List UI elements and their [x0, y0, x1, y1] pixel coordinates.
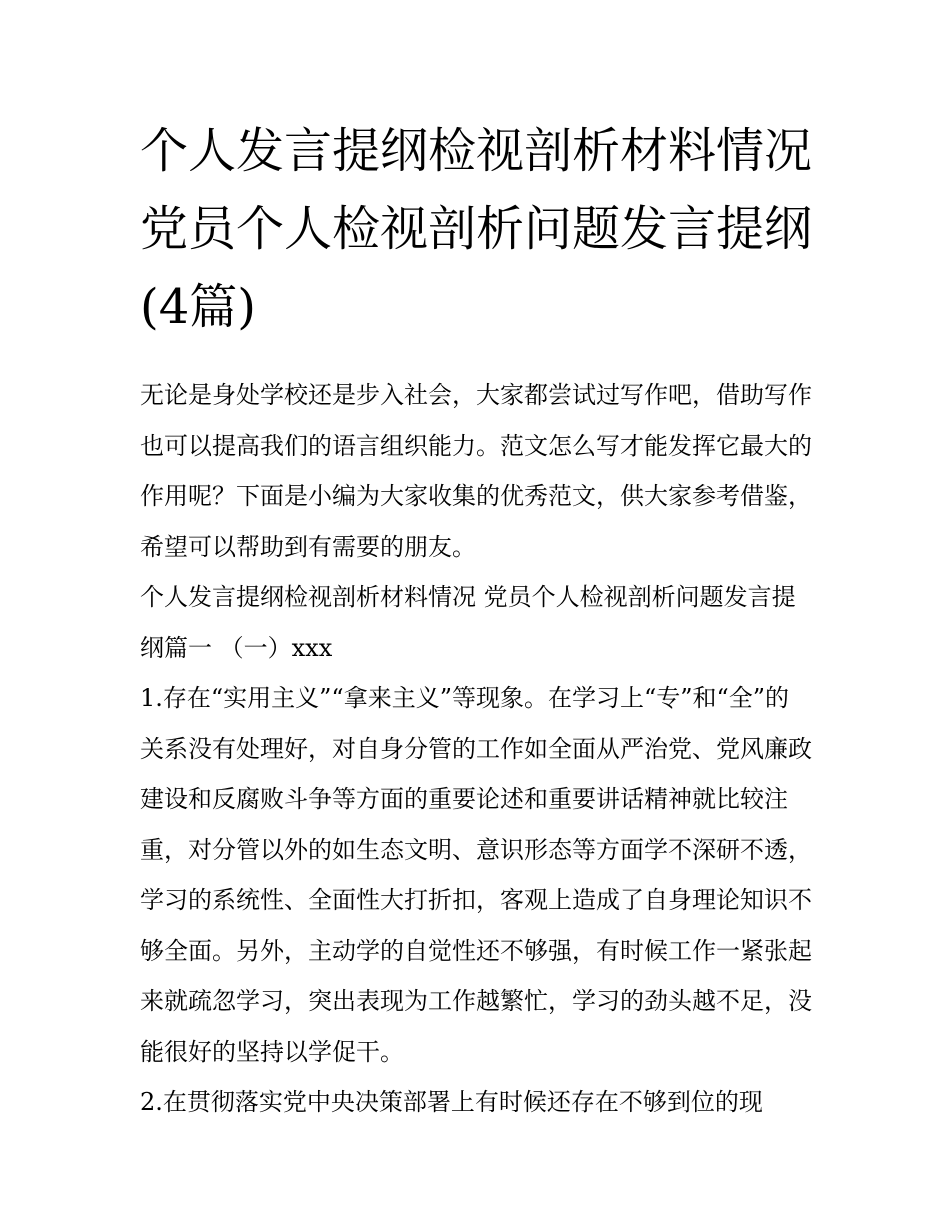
section-heading-paragraph: 个人发言提纲检视剖析材料情况 党员个人检视剖析问题发言提纲篇一 （一）xxx — [140, 583, 796, 662]
document-title: 个人发言提纲检视剖析材料情况 党员个人检视剖析问题发言提纲(4篇) — [140, 123, 813, 335]
point-2-paragraph: 2.在贯彻落实党中央决策部署上有时候还存在不够到位的现 — [140, 1088, 763, 1116]
intro-paragraph: 无论是身处学校还是步入社会，大家都尝试过写作吧，借助写作也可以提高我们的语言组织能力。范文怎么写才能发挥它最大的作用呢？下面是小编为大家收集的优秀范文，供大家参考借鉴，希望可以帮助到有需要的朋友。 — [140, 381, 812, 561]
point-1-paragraph: 1.存在“实用主义”“拿来主义”等现象。在学习上“专”和“全”的关系没有处理好，对自身分管的工作如全面从严治党、党风廉政建设和反腐败斗争等方面的重要论述和重要讲话精神就比较注重，对分管以外的如生态文明、意识形态等方面学不深研不透，学习的系统性、全面性大打折扣，客观上造成了自身理论知识不够全面。另外，主动学的自觉性还不够强，有时候工作一紧张起来就疏忽学习，突出表现为工作越繁忙，学习的劲头越不足，没能很好的坚持以学促干。 — [140, 684, 812, 1066]
document-body — [140, 112, 812, 1128]
